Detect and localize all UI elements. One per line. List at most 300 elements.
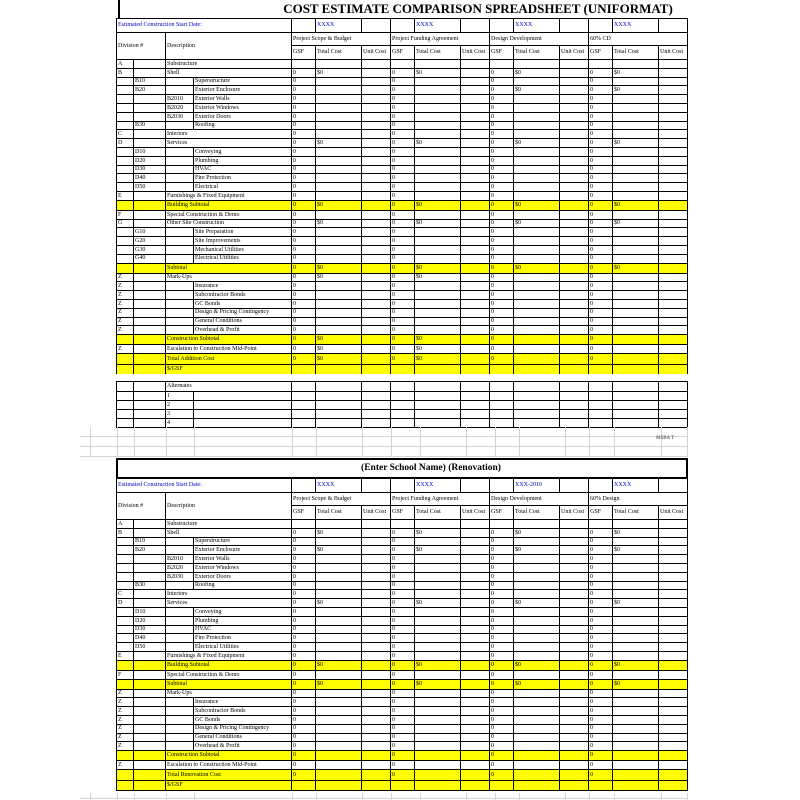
unit-cost-value[interactable] — [461, 715, 490, 724]
unit-cost-value[interactable] — [560, 282, 589, 291]
unit-cost-value[interactable] — [362, 625, 391, 634]
unit-cost-value[interactable] — [362, 254, 391, 263]
unit-cost-value[interactable] — [362, 291, 391, 300]
gsf-value[interactable]: 0 — [589, 95, 613, 104]
unit-cost-value[interactable] — [659, 130, 688, 139]
unit-cost-value[interactable] — [560, 245, 589, 254]
unit-cost-value[interactable] — [362, 742, 391, 751]
unit-cost-value[interactable] — [461, 769, 490, 780]
gsf-value[interactable]: 0 — [292, 263, 316, 273]
gsf-value[interactable]: 0 — [391, 210, 415, 219]
unit-cost-value[interactable] — [659, 165, 688, 174]
gsf-value[interactable]: 0 — [391, 86, 415, 95]
unit-cost-value[interactable] — [362, 174, 391, 183]
total-cost-value[interactable] — [613, 410, 659, 419]
gsf-value[interactable]: 0 — [589, 68, 613, 77]
unit-cost-value[interactable] — [560, 616, 589, 625]
gsf-value[interactable]: 0 — [589, 254, 613, 263]
unit-cost-value[interactable] — [560, 254, 589, 263]
total-cost-value[interactable] — [415, 392, 461, 401]
total-cost-value[interactable] — [514, 742, 560, 751]
unit-cost-value[interactable] — [362, 769, 391, 780]
unit-cost-value[interactable] — [560, 103, 589, 112]
gsf-value[interactable]: 0 — [292, 273, 316, 282]
unit-cost-value[interactable] — [362, 392, 391, 401]
gsf-value[interactable]: 0 — [391, 769, 415, 780]
gsf-value[interactable]: 0 — [391, 191, 415, 200]
unit-cost-value[interactable] — [560, 183, 589, 192]
total-cost-value[interactable] — [316, 95, 362, 104]
unit-cost-value[interactable] — [461, 165, 490, 174]
total-cost-value[interactable] — [613, 183, 659, 192]
unit-cost-value[interactable] — [362, 353, 391, 364]
total-cost-value[interactable] — [415, 410, 461, 419]
gsf-value[interactable]: 0 — [292, 317, 316, 326]
unit-cost-value[interactable] — [560, 563, 589, 572]
gsf-value[interactable]: 0 — [391, 670, 415, 679]
gsf-value[interactable]: 0 — [292, 724, 316, 733]
unit-cost-value[interactable] — [362, 200, 391, 210]
unit-cost-value[interactable] — [659, 660, 688, 670]
gsf-value[interactable]: 0 — [490, 335, 514, 345]
unit-cost-value[interactable] — [362, 698, 391, 707]
total-cost-value[interactable] — [613, 698, 659, 707]
total-cost-value[interactable] — [613, 707, 659, 716]
total-cost-value[interactable] — [316, 689, 362, 698]
gsf-value[interactable]: 0 — [589, 581, 613, 590]
gsf-value[interactable]: 0 — [391, 634, 415, 643]
total-cost-value[interactable] — [514, 689, 560, 698]
total-cost-value[interactable] — [316, 670, 362, 679]
unit-cost-value[interactable] — [560, 733, 589, 742]
total-cost-value[interactable]: $0 — [415, 200, 461, 210]
unit-cost-value[interactable] — [659, 156, 688, 165]
total-cost-value[interactable] — [613, 237, 659, 246]
gsf-value[interactable]: 0 — [490, 165, 514, 174]
unit-cost-value[interactable] — [461, 147, 490, 156]
unit-cost-value[interactable] — [362, 165, 391, 174]
gsf-value[interactable]: 0 — [589, 273, 613, 282]
gsf-value[interactable]: 0 — [490, 130, 514, 139]
total-cost-value[interactable]: $0 — [316, 139, 362, 148]
total-cost-value[interactable] — [316, 326, 362, 335]
gsf-value[interactable]: 0 — [292, 86, 316, 95]
gsf-value[interactable]: 0 — [292, 254, 316, 263]
unit-cost-value[interactable] — [560, 751, 589, 761]
gsf-value[interactable]: 0 — [589, 670, 613, 679]
total-cost-value[interactable]: $0 — [514, 200, 560, 210]
unit-cost-value[interactable] — [659, 651, 688, 660]
gsf-value[interactable]: 0 — [391, 643, 415, 652]
gsf-value[interactable] — [589, 401, 613, 410]
gsf-value[interactable]: 0 — [292, 761, 316, 770]
total-cost-value[interactable] — [613, 299, 659, 308]
gsf-value[interactable]: 0 — [589, 590, 613, 599]
unit-cost-value[interactable] — [659, 742, 688, 751]
gsf-value[interactable]: 0 — [292, 174, 316, 183]
total-cost-value[interactable]: $0 — [514, 660, 560, 670]
gsf-value[interactable] — [292, 392, 316, 401]
gsf-value[interactable]: 0 — [490, 528, 514, 537]
total-cost-value[interactable] — [415, 254, 461, 263]
gsf-value[interactable]: 0 — [490, 263, 514, 273]
unit-cost-value[interactable] — [362, 607, 391, 616]
gsf-value[interactable]: 0 — [490, 707, 514, 716]
total-cost-value[interactable] — [514, 616, 560, 625]
total-cost-value[interactable] — [613, 537, 659, 546]
unit-cost-value[interactable] — [659, 60, 688, 69]
unit-cost-value[interactable] — [560, 291, 589, 300]
unit-cost-value[interactable] — [461, 392, 490, 401]
unit-cost-value[interactable] — [560, 689, 589, 698]
unit-cost-value[interactable] — [362, 130, 391, 139]
total-cost-value[interactable]: $0 — [613, 546, 659, 555]
total-cost-value[interactable]: $0 — [415, 219, 461, 228]
gsf-value[interactable]: 0 — [391, 724, 415, 733]
total-cost-value[interactable] — [316, 769, 362, 780]
unit-cost-value[interactable] — [659, 520, 688, 529]
gsf-value[interactable]: 0 — [391, 537, 415, 546]
unit-cost-value[interactable] — [461, 77, 490, 86]
total-cost-value[interactable] — [316, 715, 362, 724]
unit-cost-value[interactable] — [659, 698, 688, 707]
gsf-value[interactable] — [589, 60, 613, 69]
gsf-value[interactable]: 0 — [391, 345, 415, 354]
total-cost-value[interactable]: $0 — [415, 68, 461, 77]
gsf-value[interactable]: 0 — [391, 528, 415, 537]
unit-cost-value[interactable] — [659, 273, 688, 282]
total-cost-value[interactable]: $0 — [613, 86, 659, 95]
total-cost-value[interactable] — [613, 147, 659, 156]
unit-cost-value[interactable] — [362, 326, 391, 335]
unit-cost-value[interactable] — [362, 528, 391, 537]
unit-cost-value[interactable] — [659, 572, 688, 581]
total-cost-value[interactable] — [514, 780, 560, 790]
total-cost-value[interactable] — [415, 769, 461, 780]
unit-cost-value[interactable] — [461, 742, 490, 751]
unit-cost-value[interactable] — [659, 599, 688, 608]
gsf-value[interactable]: 0 — [589, 103, 613, 112]
total-cost-value[interactable] — [316, 751, 362, 761]
gsf-value[interactable]: 0 — [490, 326, 514, 335]
total-cost-value[interactable]: $0 — [514, 528, 560, 537]
total-cost-value[interactable] — [316, 698, 362, 707]
total-cost-value[interactable]: $0 — [613, 139, 659, 148]
total-cost-value[interactable]: $0 — [415, 345, 461, 354]
total-cost-value[interactable] — [415, 607, 461, 616]
gsf-value[interactable]: 0 — [391, 263, 415, 273]
gsf-value[interactable]: 0 — [391, 546, 415, 555]
gsf-value[interactable] — [391, 520, 415, 529]
gsf-value[interactable]: 0 — [391, 254, 415, 263]
gsf-value[interactable] — [391, 364, 415, 374]
unit-cost-value[interactable] — [560, 392, 589, 401]
unit-cost-value[interactable] — [659, 219, 688, 228]
gsf-value[interactable]: 0 — [391, 112, 415, 121]
gsf-value[interactable] — [490, 410, 514, 419]
unit-cost-value[interactable] — [461, 581, 490, 590]
unit-cost-value[interactable] — [362, 689, 391, 698]
unit-cost-value[interactable] — [560, 200, 589, 210]
total-cost-value[interactable] — [514, 191, 560, 200]
unit-cost-value[interactable] — [560, 546, 589, 555]
alternate-description[interactable] — [194, 410, 292, 419]
gsf-value[interactable]: 0 — [589, 147, 613, 156]
total-cost-value[interactable]: $0 — [514, 139, 560, 148]
total-cost-value[interactable] — [415, 563, 461, 572]
unit-cost-value[interactable] — [461, 572, 490, 581]
gsf-value[interactable]: 0 — [292, 219, 316, 228]
gsf-value[interactable]: 0 — [292, 103, 316, 112]
unit-cost-value[interactable] — [461, 382, 490, 392]
unit-cost-value[interactable] — [560, 679, 589, 689]
gsf-value[interactable]: 0 — [292, 139, 316, 148]
total-cost-value[interactable] — [415, 590, 461, 599]
gsf-value[interactable]: 0 — [292, 95, 316, 104]
unit-cost-value[interactable] — [560, 724, 589, 733]
unit-cost-value[interactable] — [659, 625, 688, 634]
unit-cost-value[interactable] — [560, 299, 589, 308]
total-cost-value[interactable]: $0 — [316, 273, 362, 282]
unit-cost-value[interactable] — [560, 130, 589, 139]
unit-cost-value[interactable] — [362, 245, 391, 254]
total-cost-value[interactable] — [415, 130, 461, 139]
gsf-value[interactable]: 0 — [589, 689, 613, 698]
unit-cost-value[interactable] — [659, 364, 688, 374]
gsf-value[interactable]: 0 — [589, 282, 613, 291]
total-cost-value[interactable] — [415, 401, 461, 410]
total-cost-value[interactable] — [514, 103, 560, 112]
unit-cost-value[interactable] — [560, 590, 589, 599]
gsf-value[interactable] — [292, 60, 316, 69]
unit-cost-value[interactable] — [461, 689, 490, 698]
gsf-value[interactable]: 0 — [391, 174, 415, 183]
total-cost-value[interactable] — [415, 95, 461, 104]
unit-cost-value[interactable] — [560, 174, 589, 183]
gsf-value[interactable] — [292, 401, 316, 410]
gsf-value[interactable] — [292, 780, 316, 790]
unit-cost-value[interactable] — [560, 537, 589, 546]
total-cost-value[interactable]: $0 — [415, 273, 461, 282]
gsf-value[interactable]: 0 — [292, 282, 316, 291]
total-cost-value[interactable]: $0 — [415, 335, 461, 345]
unit-cost-value[interactable] — [659, 326, 688, 335]
total-cost-value[interactable] — [514, 572, 560, 581]
gsf-value[interactable]: 0 — [391, 139, 415, 148]
unit-cost-value[interactable] — [659, 670, 688, 679]
gsf-value[interactable]: 0 — [391, 335, 415, 345]
total-cost-value[interactable] — [613, 751, 659, 761]
gsf-value[interactable]: 0 — [589, 317, 613, 326]
gsf-value[interactable]: 0 — [391, 147, 415, 156]
total-cost-value[interactable] — [316, 651, 362, 660]
unit-cost-value[interactable] — [461, 607, 490, 616]
unit-cost-value[interactable] — [659, 616, 688, 625]
gsf-value[interactable]: 0 — [391, 165, 415, 174]
unit-cost-value[interactable] — [659, 191, 688, 200]
gsf-value[interactable]: 0 — [292, 689, 316, 698]
unit-cost-value[interactable] — [461, 139, 490, 148]
gsf-value[interactable]: 0 — [589, 679, 613, 689]
unit-cost-value[interactable] — [461, 616, 490, 625]
unit-cost-value[interactable] — [659, 528, 688, 537]
total-cost-value[interactable]: $0 — [316, 353, 362, 364]
total-cost-value[interactable] — [514, 291, 560, 300]
total-cost-value[interactable] — [514, 130, 560, 139]
gsf-value[interactable]: 0 — [490, 219, 514, 228]
total-cost-value[interactable]: $0 — [316, 263, 362, 273]
unit-cost-value[interactable] — [461, 228, 490, 237]
total-cost-value[interactable] — [415, 761, 461, 770]
gsf-value[interactable] — [391, 60, 415, 69]
total-cost-value[interactable] — [514, 769, 560, 780]
total-cost-value[interactable] — [415, 707, 461, 716]
gsf-value[interactable]: 0 — [589, 77, 613, 86]
start-date-value[interactable]: XXXX — [316, 479, 362, 493]
unit-cost-value[interactable] — [362, 86, 391, 95]
gsf-value[interactable]: 0 — [589, 599, 613, 608]
unit-cost-value[interactable] — [560, 581, 589, 590]
gsf-value[interactable]: 0 — [589, 165, 613, 174]
total-cost-value[interactable] — [514, 77, 560, 86]
unit-cost-value[interactable] — [362, 679, 391, 689]
total-cost-value[interactable] — [415, 715, 461, 724]
gsf-value[interactable]: 0 — [292, 156, 316, 165]
gsf-value[interactable]: 0 — [391, 742, 415, 751]
total-cost-value[interactable] — [316, 733, 362, 742]
total-cost-value[interactable] — [316, 130, 362, 139]
unit-cost-value[interactable] — [659, 563, 688, 572]
total-cost-value[interactable] — [514, 364, 560, 374]
total-cost-value[interactable]: $0 — [613, 263, 659, 273]
unit-cost-value[interactable] — [461, 679, 490, 689]
total-cost-value[interactable] — [415, 156, 461, 165]
gsf-value[interactable]: 0 — [391, 751, 415, 761]
unit-cost-value[interactable] — [560, 761, 589, 770]
total-cost-value[interactable] — [613, 555, 659, 564]
gsf-value[interactable]: 0 — [589, 607, 613, 616]
total-cost-value[interactable] — [316, 707, 362, 716]
unit-cost-value[interactable] — [461, 121, 490, 130]
total-cost-value[interactable] — [514, 382, 560, 392]
gsf-value[interactable]: 0 — [292, 68, 316, 77]
total-cost-value[interactable] — [316, 590, 362, 599]
gsf-value[interactable]: 0 — [490, 174, 514, 183]
gsf-value[interactable] — [589, 780, 613, 790]
unit-cost-value[interactable] — [560, 147, 589, 156]
total-cost-value[interactable]: $0 — [316, 660, 362, 670]
gsf-value[interactable]: 0 — [292, 660, 316, 670]
gsf-value[interactable]: 0 — [490, 95, 514, 104]
gsf-value[interactable]: 0 — [292, 616, 316, 625]
unit-cost-value[interactable] — [560, 345, 589, 354]
gsf-value[interactable]: 0 — [490, 191, 514, 200]
total-cost-value[interactable]: $0 — [415, 528, 461, 537]
total-cost-value[interactable]: $0 — [316, 679, 362, 689]
unit-cost-value[interactable] — [362, 537, 391, 546]
start-date-value[interactable]: XXXX — [415, 479, 461, 493]
total-cost-value[interactable] — [514, 326, 560, 335]
unit-cost-value[interactable] — [560, 228, 589, 237]
gsf-value[interactable]: 0 — [589, 299, 613, 308]
total-cost-value[interactable] — [613, 156, 659, 165]
unit-cost-value[interactable] — [362, 660, 391, 670]
gsf-value[interactable]: 0 — [292, 546, 316, 555]
unit-cost-value[interactable] — [461, 95, 490, 104]
total-cost-value[interactable] — [514, 401, 560, 410]
gsf-value[interactable]: 0 — [490, 537, 514, 546]
total-cost-value[interactable] — [316, 742, 362, 751]
gsf-value[interactable]: 0 — [490, 724, 514, 733]
start-date-value[interactable]: XXX-2010 — [514, 479, 560, 493]
total-cost-value[interactable] — [415, 60, 461, 69]
unit-cost-value[interactable] — [362, 634, 391, 643]
total-cost-value[interactable] — [514, 121, 560, 130]
unit-cost-value[interactable] — [560, 326, 589, 335]
unit-cost-value[interactable] — [659, 392, 688, 401]
gsf-value[interactable]: 0 — [391, 607, 415, 616]
unit-cost-value[interactable] — [659, 86, 688, 95]
unit-cost-value[interactable] — [461, 520, 490, 529]
gsf-value[interactable]: 0 — [292, 112, 316, 121]
total-cost-value[interactable] — [514, 607, 560, 616]
gsf-value[interactable]: 0 — [292, 210, 316, 219]
unit-cost-value[interactable] — [560, 68, 589, 77]
total-cost-value[interactable] — [316, 364, 362, 374]
gsf-value[interactable]: 0 — [292, 715, 316, 724]
total-cost-value[interactable] — [514, 299, 560, 308]
unit-cost-value[interactable] — [659, 353, 688, 364]
unit-cost-value[interactable] — [659, 546, 688, 555]
total-cost-value[interactable]: $0 — [613, 528, 659, 537]
gsf-value[interactable]: 0 — [490, 68, 514, 77]
total-cost-value[interactable] — [613, 335, 659, 345]
gsf-value[interactable]: 0 — [490, 590, 514, 599]
gsf-value[interactable]: 0 — [589, 353, 613, 364]
total-cost-value[interactable]: $0 — [415, 353, 461, 364]
unit-cost-value[interactable] — [362, 563, 391, 572]
gsf-value[interactable]: 0 — [490, 147, 514, 156]
gsf-value[interactable]: 0 — [490, 139, 514, 148]
unit-cost-value[interactable] — [560, 139, 589, 148]
total-cost-value[interactable] — [613, 130, 659, 139]
unit-cost-value[interactable] — [461, 698, 490, 707]
total-cost-value[interactable] — [613, 715, 659, 724]
gsf-value[interactable]: 0 — [589, 616, 613, 625]
total-cost-value[interactable] — [415, 103, 461, 112]
gsf-value[interactable]: 0 — [292, 572, 316, 581]
total-cost-value[interactable] — [514, 520, 560, 529]
total-cost-value[interactable] — [316, 392, 362, 401]
total-cost-value[interactable] — [514, 625, 560, 634]
gsf-value[interactable]: 0 — [589, 643, 613, 652]
total-cost-value[interactable] — [514, 345, 560, 354]
total-cost-value[interactable] — [415, 670, 461, 679]
unit-cost-value[interactable] — [362, 590, 391, 599]
total-cost-value[interactable] — [415, 751, 461, 761]
unit-cost-value[interactable] — [461, 401, 490, 410]
unit-cost-value[interactable] — [362, 345, 391, 354]
gsf-value[interactable]: 0 — [490, 103, 514, 112]
unit-cost-value[interactable] — [560, 643, 589, 652]
total-cost-value[interactable] — [514, 563, 560, 572]
total-cost-value[interactable]: $0 — [316, 200, 362, 210]
unit-cost-value[interactable] — [659, 282, 688, 291]
unit-cost-value[interactable] — [461, 555, 490, 564]
gsf-value[interactable]: 0 — [589, 245, 613, 254]
gsf-value[interactable]: 0 — [391, 200, 415, 210]
gsf-value[interactable]: 0 — [490, 86, 514, 95]
